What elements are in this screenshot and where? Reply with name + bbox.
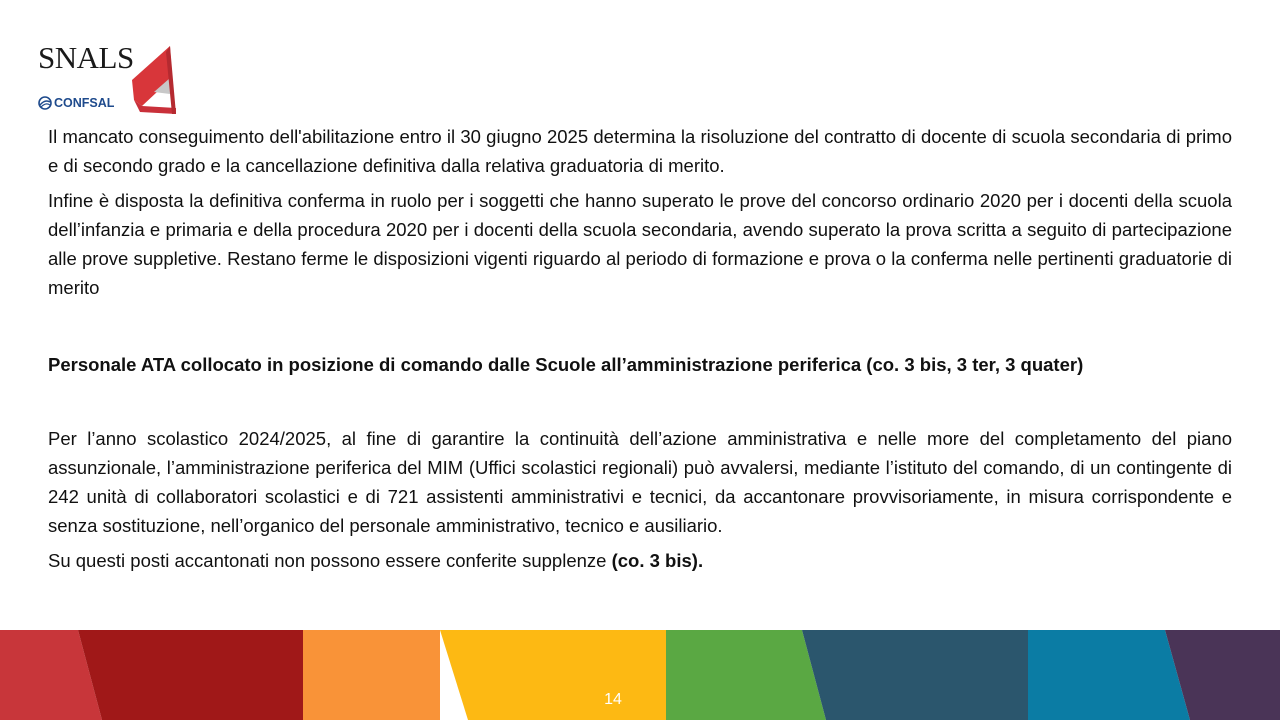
paragraph-supplenze: [48, 546, 1232, 575]
globe-icon: [38, 96, 52, 110]
logo-confsal-wordmark: CONFSAL: [54, 96, 115, 110]
paragraph-abilitazione: Il mancato conseguimento dell'abilitazione entro il 30 giugno 2025 determina la risoluzione del contratto di docente di scuola secondaria di primo e di secondo grado e la cancellazione definitiva dalla relativa graduatoria di merito.: [48, 126, 1232, 176]
paragraph-conferma-ruolo: Infine è disposta la definitiva conferma in ruolo per i soggetti che hanno superato le prove del concorso ordinario 2020 per i docenti della scuola dell’infanzia e primaria e della procedura 2020 per i docenti della scuola secondaria, avendo superato la prova scritta a seguito di partecipazione alle prove suppletive. Restano ferme le disposizioni vigenti riguardo al periodo di formazione e prova o la conferma nelle pertinenti graduatorie di merito: [48, 190, 1232, 298]
section-heading-personale-ata: Personale ATA collocato in posizione di comando dalle Scuole all’amministrazione periferica (co. 3 bis, 3 ter, 3 quater): [48, 354, 1084, 375]
paragraph-comando: Per l’anno scolastico 2024/2025, al fine di garantire la continuità dell’azione amministrativa e nelle more del completamento del piano assunzionale, l’amministrazione periferica del MIM (Uffici scolastici regionali) può avvalersi, mediante l’istituto del comando, di un contingente di 242 unità di collaboratori scolastici e di 721 assistenti amministrativi e tecnici, da accantonare provvisoriamente, in misura corrispondente e senza sostituzione, nell’organico del personale amministrativo, tecnico e ausiliario.: [48, 428, 1232, 536]
supplenze-reference: (co. 3 bis).: [611, 550, 704, 571]
page-number: 14: [604, 691, 622, 708]
supplenze-text: Su questi posti accantonati non possono essere conferite supplenze: [48, 550, 612, 571]
logo-snals-wordmark: SNALS: [38, 40, 134, 75]
snals-confsal-logo: [30, 40, 190, 120]
slide-body: [48, 122, 1232, 575]
